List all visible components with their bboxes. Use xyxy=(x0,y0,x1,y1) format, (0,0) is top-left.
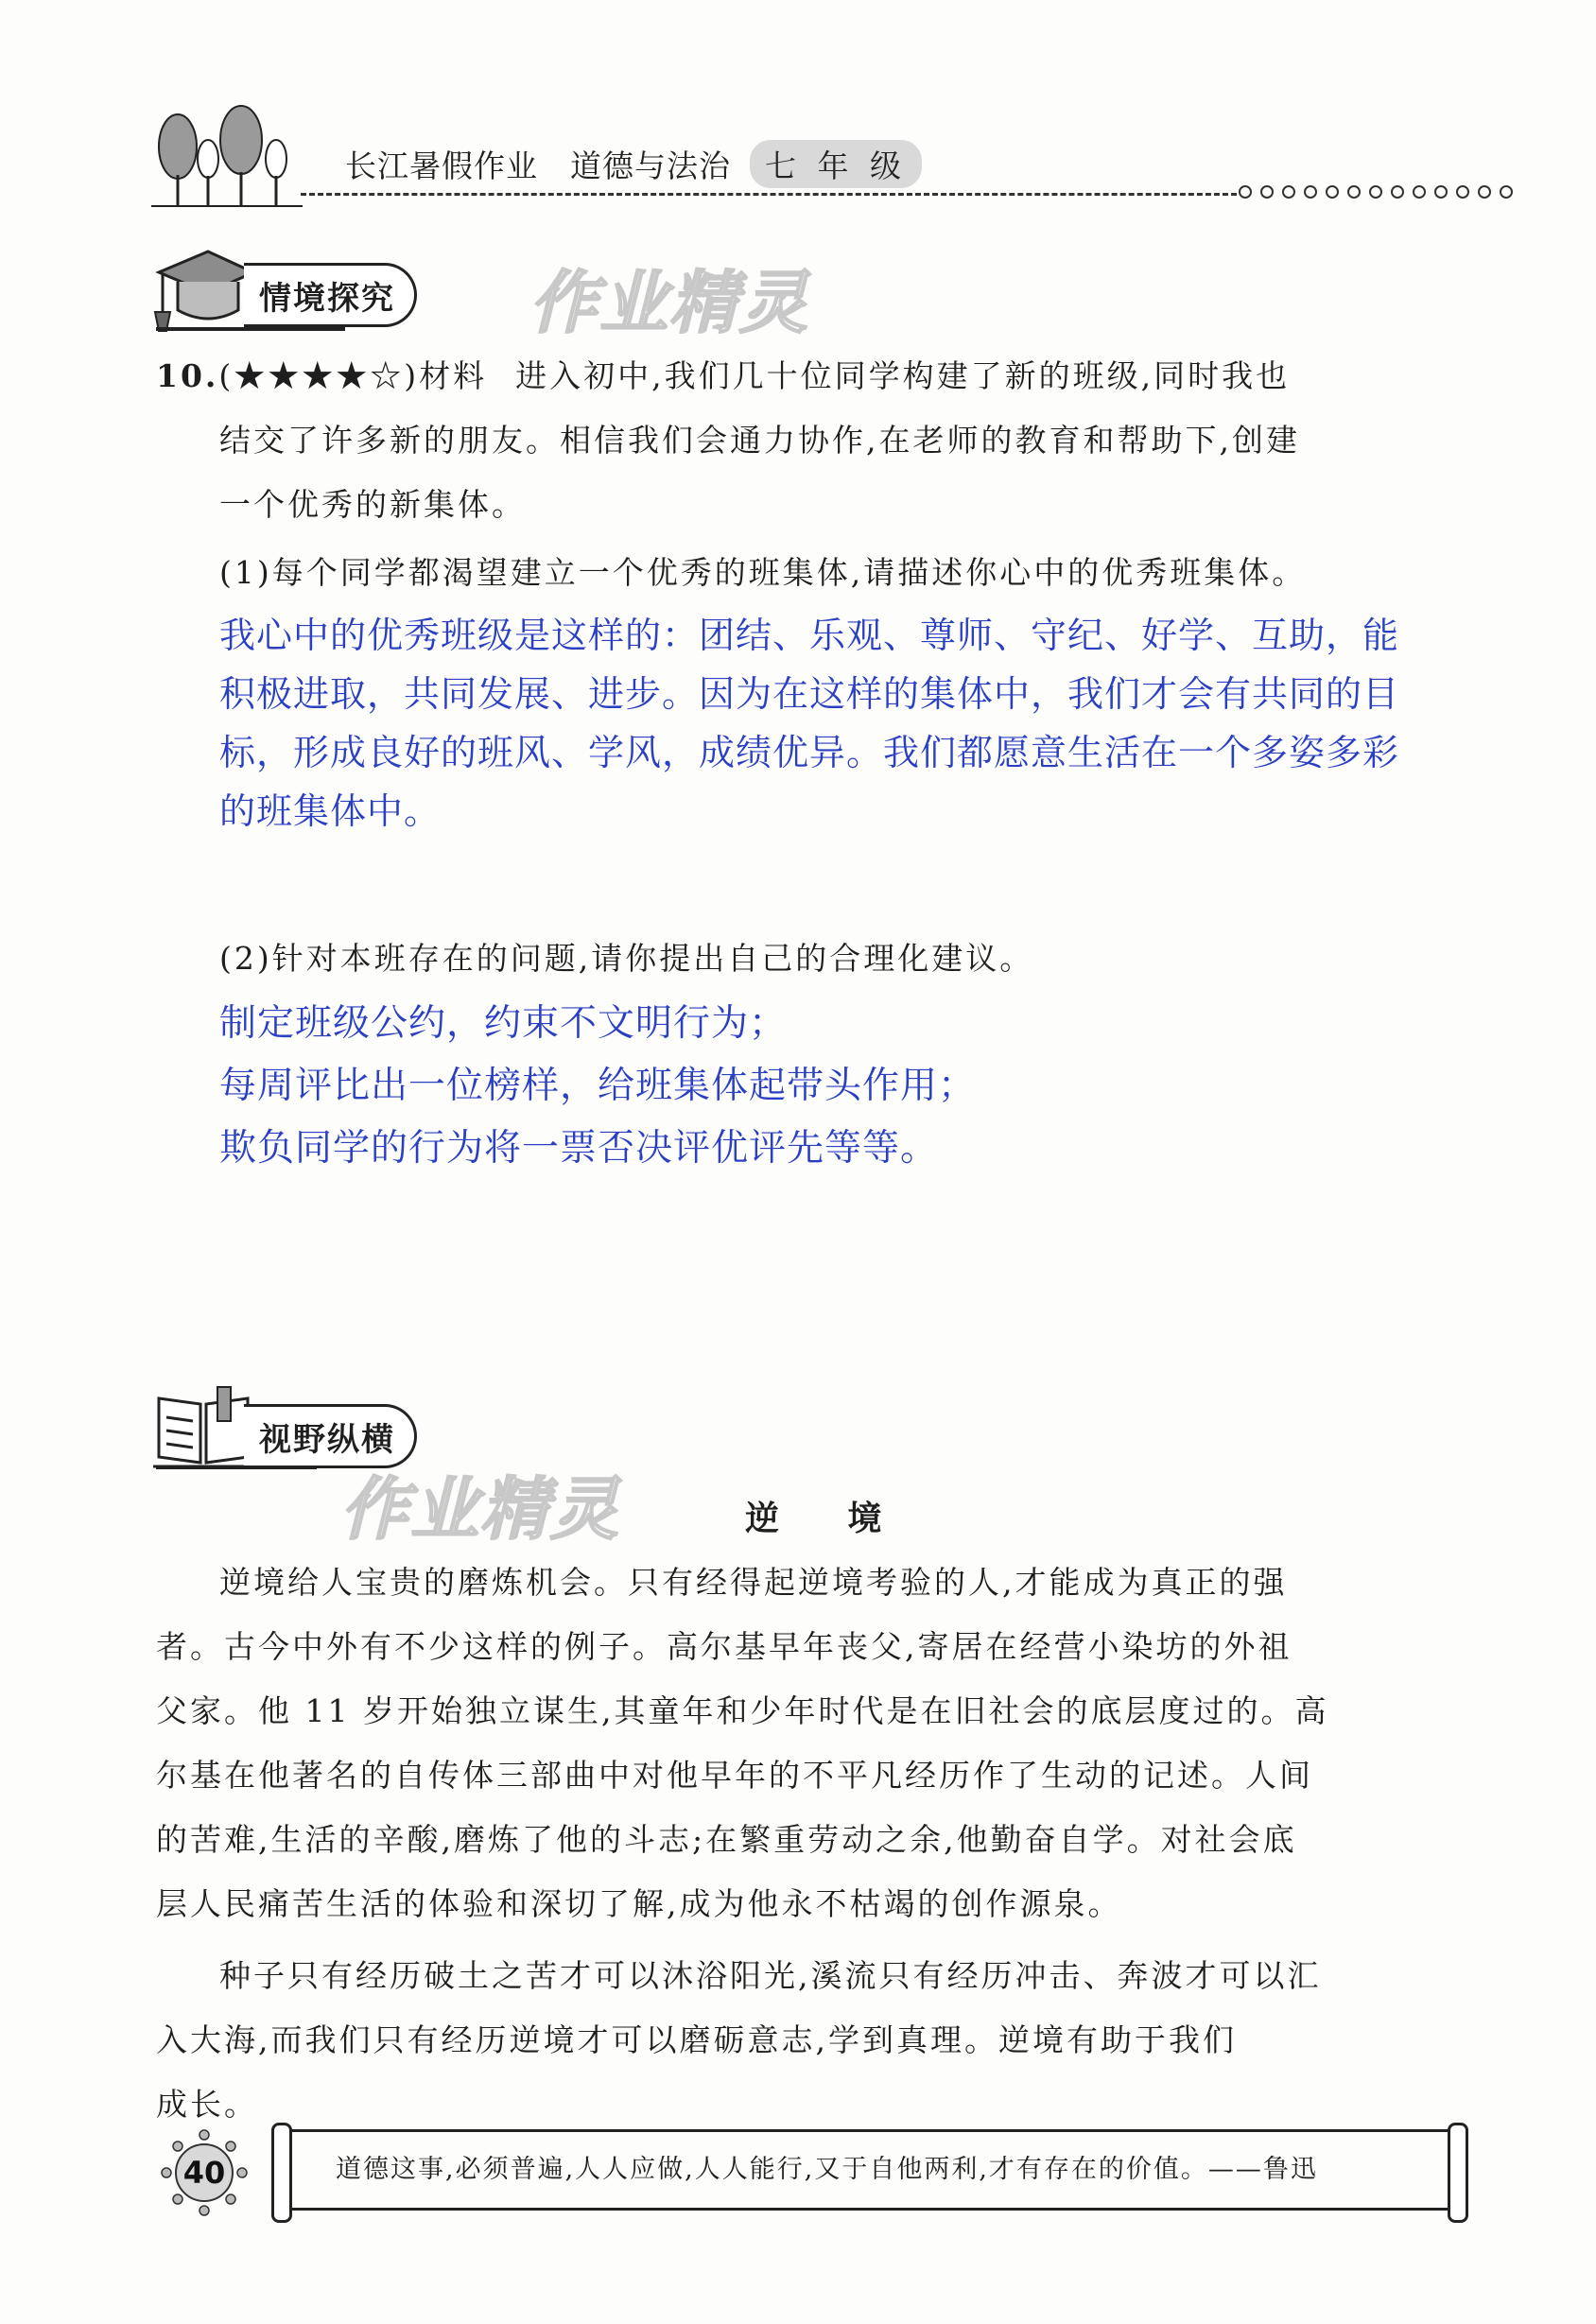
article-line: 层人民痛苦生活的体验和深切了解,成为他永不枯竭的创作源泉。 xyxy=(156,1885,1122,1922)
header-dashed-rule xyxy=(301,193,1237,196)
page-number: 40 xyxy=(182,2155,226,2191)
section-underline xyxy=(156,1466,317,1469)
article-line: 者。古今中外有不少这样的例子。高尔基早年丧父,寄居在经营小染坊的外祖 xyxy=(156,1628,1292,1665)
question-number: 10. xyxy=(156,357,219,394)
section-tag-label: 情境探究 xyxy=(259,279,395,318)
header-dots xyxy=(1239,185,1513,199)
article-line: 种子只有经历破土之苦才可以沐浴阳光,溪流只有经历冲击、奔波才可以汇 xyxy=(219,1957,1322,1994)
material-label: 材料 xyxy=(419,357,488,394)
header-book: 长江暑假作业 xyxy=(345,147,538,184)
watermark: 作业精灵 xyxy=(529,263,810,342)
graduation-cap-icon xyxy=(151,244,255,335)
difficulty-rating: (★★★★☆) xyxy=(218,357,420,394)
answer-line: 制定班级公约，约束不文明行为； xyxy=(219,1002,788,1045)
answer-line: 积极进取，共同发展、进步。因为在这样的集体中，我们才会有共同的目 xyxy=(219,673,1400,715)
footer-quote: 道德这事,必须普遍,人人应做,人人能行,又于自他两利,才有存在的价值。——鲁迅 xyxy=(336,2155,1318,2184)
answer-line: 的班集体中。 xyxy=(219,790,442,832)
article-line: 成长。 xyxy=(156,2086,258,2123)
answer-line: 欺负同学的行为将一票否决评优评先等等。 xyxy=(219,1127,939,1170)
section-tag-situation xyxy=(244,263,417,327)
article-line: 逆境给人宝贵的磨炼机会。只有经得起逆境考验的人,才能成为真正的强 xyxy=(219,1564,1288,1601)
article-title: 逆 境 xyxy=(745,1500,911,1538)
header-title xyxy=(345,140,922,188)
section-tag-label: 视野纵横 xyxy=(259,1420,395,1459)
article-line: 入大海,而我们只有经历逆境才可以磨砺意志,学到真理。逆境有助于我们 xyxy=(156,2021,1237,2058)
section-underline xyxy=(156,327,345,331)
trees-logo-icon xyxy=(151,104,321,208)
answer-line: 标，形成良好的班风、学风，成绩优异。我们都愿意生活在一个多姿多彩 xyxy=(219,732,1400,773)
sub-question-2: (2)针对本班存在的问题,请你提出自己的合理化建议。 xyxy=(219,940,1034,977)
material-text: 结交了许多新的朋友。相信我们会通力协作,在老师的教育和帮助下,创建 xyxy=(219,422,1300,459)
question-line-1 xyxy=(156,344,1290,408)
material-text: 一个优秀的新集体。 xyxy=(219,486,526,523)
header-grade: 七 年 级 xyxy=(750,140,922,188)
article-line: 尔基在他著名的自传体三部曲中对他早年的不平凡经历作了生动的记述。人间 xyxy=(156,1757,1313,1794)
header-subject: 道德与法治 xyxy=(570,147,731,184)
open-book-icon xyxy=(151,1385,255,1470)
article-line: 父家。他 11 岁开始独立谋生,其童年和少年时代是在旧社会的底层度过的。高 xyxy=(156,1692,1329,1729)
article-line: 的苦难,生活的辛酸,磨炼了他的斗志;在繁重劳动之余,他勤奋自学。对社会底 xyxy=(156,1821,1297,1858)
answer-line: 每周评比出一位榜样，给班集体起带头作用； xyxy=(219,1065,977,1107)
watermark: 作业精灵 xyxy=(340,1469,621,1549)
answer-line: 我心中的优秀班级是这样的：团结、乐观、尊师、守纪、好学、互助，能 xyxy=(219,615,1400,656)
sub-question-1: (1)每个同学都渴望建立一个优秀的班集体,请描述你心中的优秀班集体。 xyxy=(219,554,1307,591)
material-text: 进入初中,我们几十位同学构建了新的班级,同时我也 xyxy=(515,357,1291,394)
